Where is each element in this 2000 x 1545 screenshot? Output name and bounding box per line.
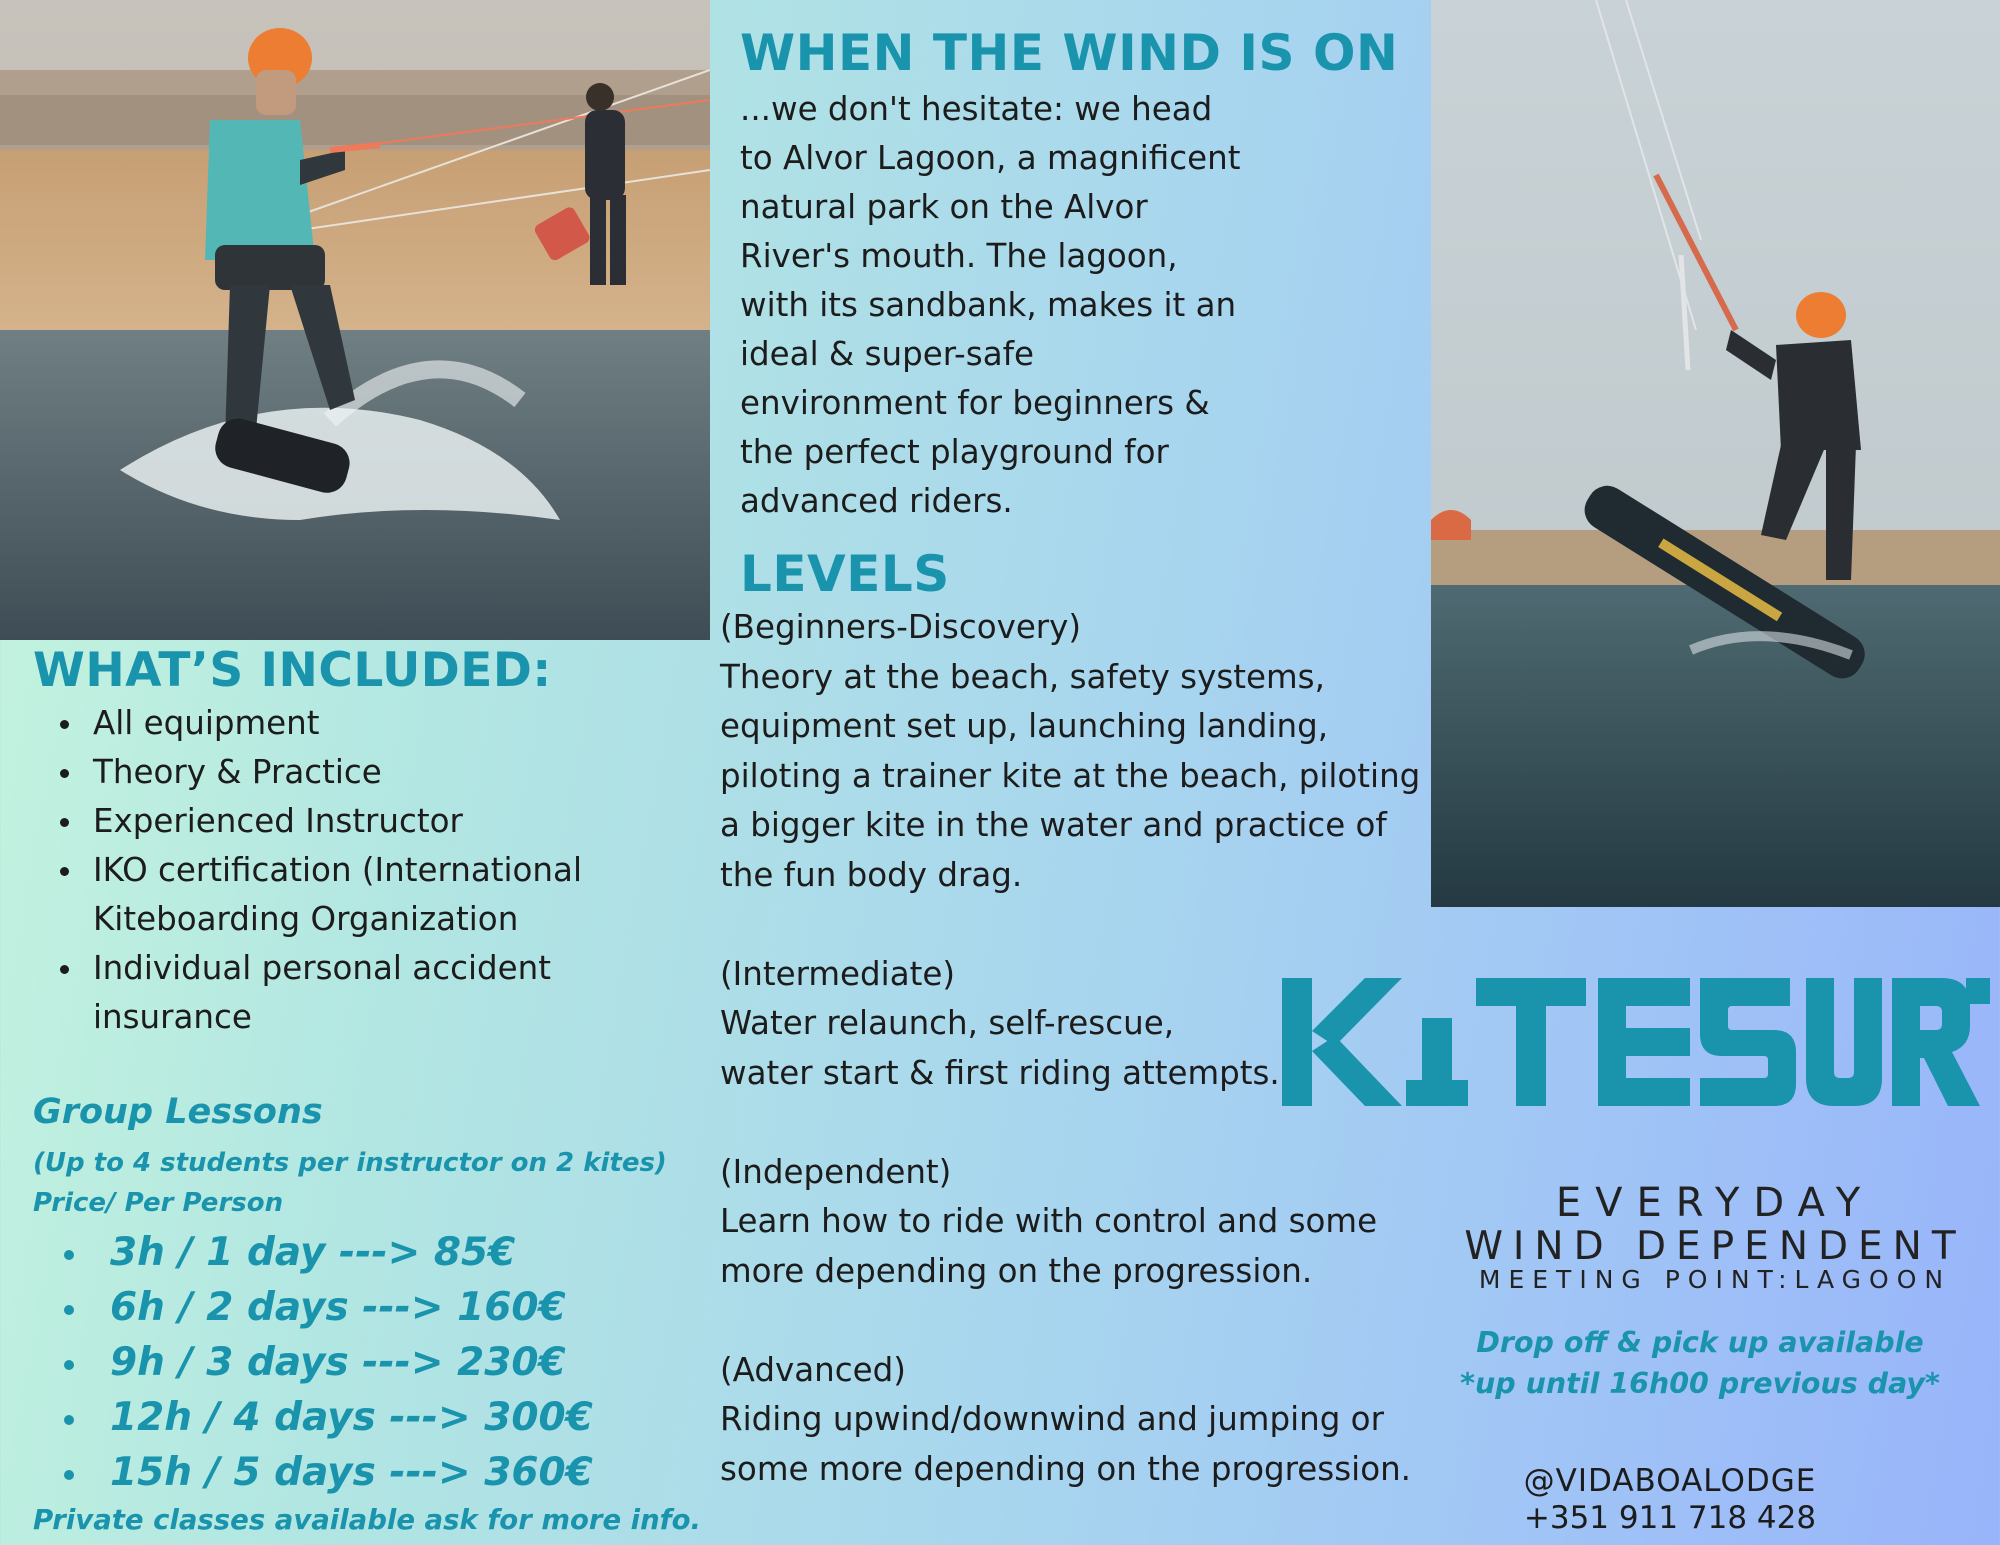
- price-item: 15h / 5 days ---> 360€: [60, 1445, 593, 1500]
- kitesurfer-photo-right: [1431, 0, 2000, 907]
- level-line: a bigger kite in the water and practice of: [720, 806, 1387, 844]
- list-item: [58, 846, 618, 944]
- list-item: [58, 699, 618, 748]
- list-item-text: Theory & Practice: [93, 753, 382, 791]
- dropoff-note: Drop off & pick up available: [1476, 1326, 1924, 1359]
- included-section-title: WHAT’S INCLUDED:: [33, 643, 552, 698]
- wind-description: [740, 85, 1260, 526]
- wind-section-title: WHEN THE WIND IS ON: [740, 24, 1399, 82]
- level-line: (Beginners-Discovery): [720, 608, 1082, 646]
- level-advanced: [720, 1346, 1440, 1495]
- price-item: 6h / 2 days ---> 160€: [60, 1280, 593, 1335]
- list-item-text: All equipment: [93, 704, 320, 742]
- level-line: Theory at the beach, safety systems,: [720, 657, 1325, 696]
- list-item-text: IKO certification (International: [93, 851, 582, 889]
- list-item: [58, 748, 618, 797]
- wind-line: advanced riders.: [740, 482, 1013, 520]
- wind-line: environment for beginners &: [740, 384, 1210, 422]
- level-line: more depending on the progression.: [720, 1251, 1313, 1290]
- price-per-person-label: Price/ Per Person: [33, 1188, 284, 1218]
- wind-line: with its sandbank, makes it an: [740, 286, 1237, 324]
- phone-number: +351 911 718 428: [1523, 1500, 1817, 1536]
- level-line: Riding upwind/downwind and jumping or: [720, 1400, 1384, 1438]
- price-item: 9h / 3 days ---> 230€: [60, 1335, 593, 1390]
- wind-line: ...we don't hesitate: we head: [740, 90, 1213, 128]
- list-item-text: Experienced Instructor: [93, 802, 463, 840]
- levels-section-title: LEVELS: [740, 545, 950, 603]
- wind-line: ideal & super-safe: [740, 335, 1035, 373]
- list-item: [58, 944, 618, 1042]
- wind-line: River's mouth. The lagoon,: [740, 237, 1178, 275]
- level-line: (Independent): [720, 1152, 952, 1191]
- included-list: [58, 699, 618, 1042]
- level-line: Learn how to ride with control and some: [720, 1202, 1378, 1240]
- group-lessons-title: Group Lessons: [33, 1092, 323, 1132]
- private-classes-note: Private classes available ask for more info.: [33, 1504, 701, 1536]
- price-item: 12h / 4 days ---> 300€: [60, 1390, 593, 1445]
- level-line: (Intermediate): [720, 954, 956, 993]
- kitesurf-logo: [1280, 976, 1992, 1108]
- level-line: Water relaunch, self-rescue,: [720, 1004, 1175, 1042]
- everyday-label: EVERYDAY: [1555, 1180, 1875, 1226]
- level-line: the fun body drag.: [720, 855, 1023, 894]
- level-line: water start & first riding attempts.: [720, 1053, 1280, 1092]
- meeting-point-label: MEETING POINT:LAGOON: [1478, 1265, 1952, 1294]
- wind-line: natural park on the Alvor: [740, 188, 1148, 226]
- level-beginners: [720, 603, 1440, 900]
- social-handle: @VIDABOALODGE: [1523, 1463, 1817, 1499]
- price-list: [60, 1225, 593, 1500]
- kitesurfer-photo-left: [0, 0, 710, 640]
- wind-line: to Alvor Lagoon, a magnificent: [740, 139, 1241, 177]
- group-lessons-subtitle: (Up to 4 students per instructor on 2 kites): [33, 1148, 667, 1178]
- list-item-text: insurance: [93, 998, 252, 1036]
- wind-dependent-label: WIND DEPENDENT: [1464, 1224, 1966, 1269]
- level-line: piloting a trainer kite at the beach, piloting: [720, 756, 1421, 795]
- level-line: (Advanced): [720, 1350, 906, 1389]
- list-item: [58, 797, 618, 846]
- wind-line: the perfect playground for: [740, 433, 1169, 471]
- level-independent: [720, 1148, 1440, 1297]
- list-item-text: Individual personal accident: [93, 949, 551, 987]
- price-item: 3h / 1 day ---> 85€: [60, 1225, 593, 1280]
- list-item-text: Kiteboarding Organization: [93, 900, 519, 938]
- level-line: equipment set up, launching landing,: [720, 707, 1329, 745]
- level-line: some more depending on the progression.: [720, 1449, 1412, 1488]
- deadline-note: *up until 16h00 previous day*: [1460, 1367, 1940, 1400]
